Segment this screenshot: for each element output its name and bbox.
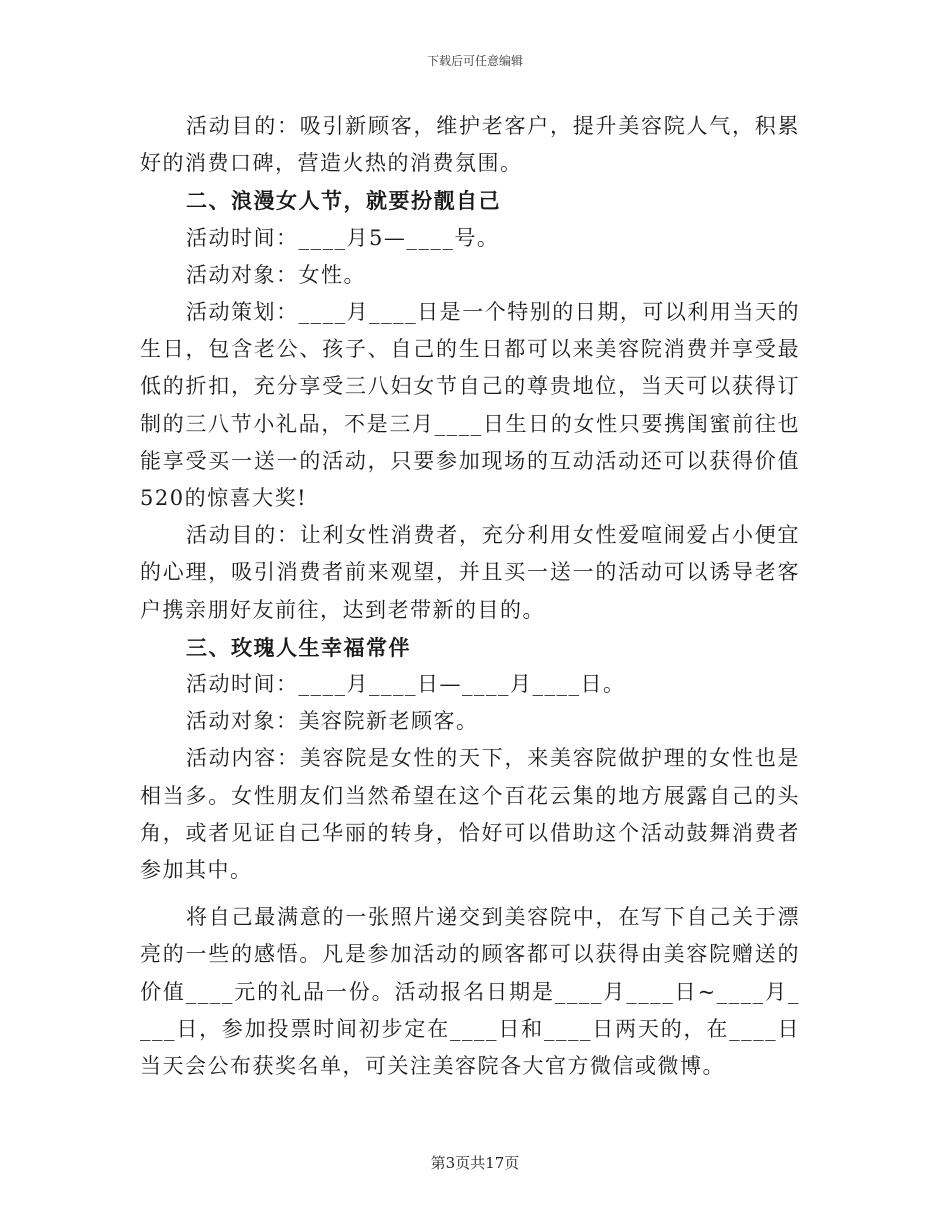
paragraph-activity-target-2: 活动对象：女性。 bbox=[186, 262, 366, 287]
page-number: 第3页共17页 bbox=[430, 1154, 520, 1172]
paragraph-activity-time-2: 活动时间：____月5—____号。 bbox=[186, 225, 500, 250]
paragraph-photo-submission: 将自己最满意的一张照片递交到美容院中，在写下自己关于漂亮的一些的感悟。凡是参加活动的顾客都可以获得由美容院赠送的价值____元的礼品一份。活动报名日期是____月____日~____月____日，参加投票时间初步定在____日和____日两天的，在____日当天会公布获奖名单，可关注美容院各大官方微信或微博。 bbox=[140, 905, 800, 1079]
paragraph-activity-target-3: 活动对象：美容院新老顾客。 bbox=[186, 709, 479, 734]
header-note: 下载后可任意编辑 bbox=[426, 54, 523, 68]
paragraph-spacer bbox=[140, 889, 800, 899]
paragraph-activity-purpose-2: 活动目的：让利女性消费者，充分利用女性爱喧闹爱占小便宜的心理，吸引消费者前来观望，并且买一送一的活动可以诱导老客户携亲朋好友前往，达到老带新的目的。 bbox=[140, 523, 800, 622]
section-heading-2: 二、浪漫女人节，就要扮靓自己 bbox=[186, 188, 501, 214]
paragraph-activity-content-3: 活动内容：美容院是女性的天下，来美容院做护理的女性也是相当多。女性朋友们当然希望在这个百花云集的地方展露自己的头角，或者见证自己华丽的转身，恰好可以借助这个活动鼓舞消费者参加其中。 bbox=[140, 746, 800, 883]
paragraph-activity-time-3: 活动时间：____月____日—____月____日。 bbox=[186, 672, 626, 697]
paragraph-activity-plan-2: 活动策划：____月____日是一个特别的日期，可以利用当天的生日，包含老公、孩子、自己的生日都可以来美容院消费并享受最低的折扣，充分享受三八妇女节自己的尊贵地位，当天可以获得订制的三八节小礼品，不是三月____日生日的女性只要携闺蜜前往也能享受买一送一的活动，只要参加现场的互动活动还可以获得价值520的惊喜大奖! bbox=[140, 300, 800, 511]
paragraph-activity-purpose-1: 活动目的：吸引新顾客，维护老客户，提升美容院人气，积累好的消费口碑，营造火热的消费氛围。 bbox=[140, 114, 800, 176]
section-heading-3: 三、玫瑰人生幸福常伴 bbox=[186, 634, 411, 660]
document-body bbox=[140, 108, 800, 1085]
